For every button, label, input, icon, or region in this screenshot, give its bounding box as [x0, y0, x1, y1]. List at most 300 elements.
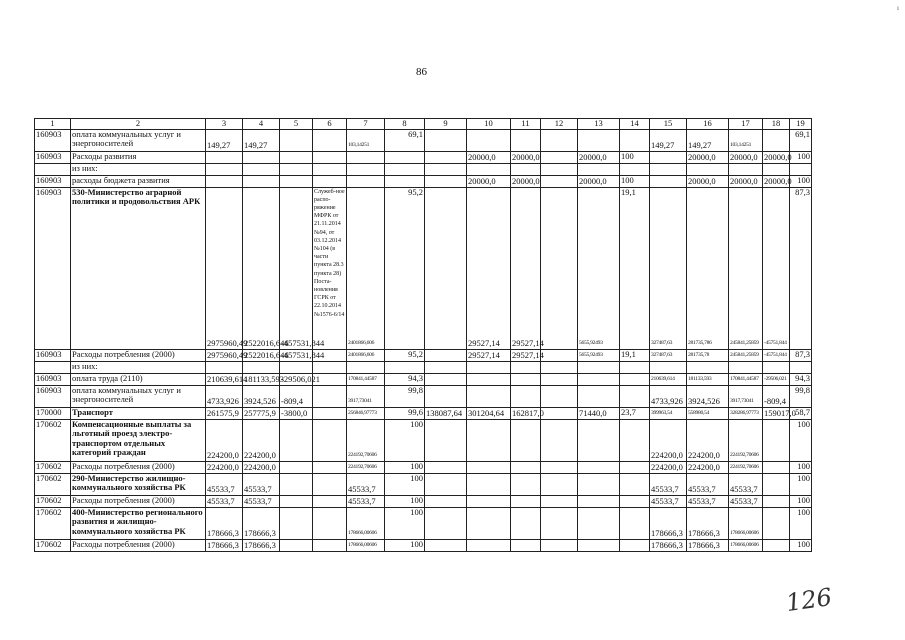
value-cell: 224200,0 [206, 461, 243, 473]
value-cell [425, 419, 467, 461]
row-name: 400-Министерство регионального развития и жилищно-коммунального хозяйства РК [71, 507, 206, 539]
value-cell: 19,1 [620, 349, 650, 361]
value-cell [313, 473, 347, 495]
value-cell [578, 473, 620, 495]
value-cell: 257775,9 [243, 407, 280, 419]
value-cell [347, 151, 385, 163]
value-cell: 149,27 [206, 129, 243, 151]
value-cell: 58,7 [790, 407, 812, 419]
table-row [35, 163, 812, 175]
value-cell: 69,1 [790, 129, 812, 151]
value-cell [425, 373, 467, 385]
value-cell: 103,14251 [729, 129, 763, 151]
value-cell: 20000,0 [687, 175, 729, 187]
value-cell [280, 539, 313, 551]
value-cell [620, 495, 650, 507]
value-cell: 224192,70606 [729, 419, 763, 461]
row-name: Расходы потребления (2000) [71, 349, 206, 361]
value-cell: 245841,25859 [729, 187, 763, 349]
value-cell: 328286,97773 [729, 407, 763, 419]
header-cell: 6 [313, 119, 347, 130]
value-cell: 20000,0 [467, 151, 511, 163]
value-cell [385, 163, 425, 175]
value-cell: 100 [790, 151, 812, 163]
value-cell [313, 175, 347, 187]
value-cell [511, 507, 541, 539]
value-cell: -809,4 [763, 385, 790, 407]
value-cell [541, 361, 578, 373]
value-cell [467, 461, 511, 473]
value-cell: 4733,926 [650, 385, 687, 407]
value-cell [620, 163, 650, 175]
value-cell [313, 163, 347, 175]
value-cell [511, 539, 541, 551]
value-cell: -45751,844 [763, 187, 790, 349]
value-cell [280, 495, 313, 507]
value-cell [650, 361, 687, 373]
row-name: оплата коммунальных услуг и энергоносителей [71, 129, 206, 151]
value-cell [206, 151, 243, 163]
row-name: из них: [71, 361, 206, 373]
value-cell: -457531,844 [281, 350, 325, 360]
value-cell [763, 361, 790, 373]
value-cell [313, 419, 347, 461]
header-cell: 7 [347, 119, 385, 130]
table-row [35, 473, 812, 495]
value-cell: 138087,64 [425, 407, 467, 419]
value-cell [206, 175, 243, 187]
value-cell [425, 129, 467, 151]
value-cell: 170841,44587 [347, 373, 385, 385]
header-cell: 4 [243, 119, 280, 130]
header-cell: 9 [425, 119, 467, 130]
row-code [35, 361, 71, 373]
value-cell: 94,3 [790, 373, 812, 385]
value-cell: 5655,92493 [578, 187, 620, 349]
value-cell: 224192,70606 [347, 419, 385, 461]
value-cell: 224192,70606 [347, 461, 385, 473]
row-name: Транспорт [71, 407, 206, 419]
value-cell: 20000,0 [729, 151, 763, 163]
value-cell: 100 [790, 473, 812, 495]
row-code: 170602 [35, 461, 71, 473]
value-cell: 20000,0 [467, 175, 511, 187]
value-cell [511, 129, 541, 151]
value-cell [467, 507, 511, 539]
value-cell [385, 361, 425, 373]
value-cell: 99,8 [790, 385, 812, 407]
value-cell [425, 187, 467, 349]
table-row [35, 507, 812, 539]
value-cell: 210639,614 [207, 374, 248, 384]
value-cell [541, 419, 578, 461]
header-cell: 19 [790, 119, 812, 130]
value-cell [467, 163, 511, 175]
row-name: Расходы потребления (2000) [71, 495, 206, 507]
value-cell: 20000,0 [578, 175, 620, 187]
value-cell [541, 373, 578, 385]
value-cell: -29506,021 [763, 373, 790, 385]
value-cell [467, 373, 511, 385]
header-row [35, 119, 812, 130]
value-cell: 558980,54 [687, 407, 729, 419]
header-cell: 17 [729, 119, 763, 130]
value-cell [541, 539, 578, 551]
row-code: 170000 [35, 407, 71, 419]
table-row [35, 187, 812, 349]
row-name: Расходы потребления (2000) [71, 539, 206, 551]
value-cell [467, 385, 511, 407]
table-row [35, 349, 812, 361]
value-cell: 45533,7 [729, 473, 763, 495]
value-cell [687, 361, 729, 373]
value-cell [578, 361, 620, 373]
header-cell: 12 [541, 119, 578, 130]
header-cell: 18 [763, 119, 790, 130]
value-cell: 210639,614 [650, 373, 687, 385]
page-number: 86 [416, 66, 427, 78]
value-cell: 100 [385, 495, 425, 507]
value-cell [511, 419, 541, 461]
value-cell [243, 163, 280, 175]
value-cell [541, 175, 578, 187]
value-cell [620, 507, 650, 539]
header-cell: 15 [650, 119, 687, 130]
value-cell: 224200,0 [687, 419, 729, 461]
value-cell: 178666,3 [687, 507, 729, 539]
value-cell: 45533,7 [650, 495, 687, 507]
value-cell: 45533,7 [729, 495, 763, 507]
row-name: оплата коммунальных услуг и энергоносителей [71, 385, 206, 407]
value-cell [280, 419, 313, 461]
value-cell [425, 495, 467, 507]
value-cell: 45533,7 [206, 495, 243, 507]
value-cell [313, 461, 347, 473]
value-cell [763, 163, 790, 175]
value-cell: 2522016,646 [244, 350, 289, 360]
value-cell: 2522016,646 [243, 187, 280, 349]
value-cell [790, 361, 812, 373]
value-cell: 100 [385, 507, 425, 539]
table-row [35, 385, 812, 407]
value-cell: 327487,63 [650, 349, 687, 361]
value-cell: 327487,63 [650, 187, 687, 349]
value-cell [578, 163, 620, 175]
value-cell: 170841,44587 [729, 373, 763, 385]
value-cell: 2975960,49 [207, 350, 248, 360]
value-cell: 159017,0 [764, 408, 796, 418]
value-cell: 149,27 [687, 129, 729, 151]
value-cell [650, 175, 687, 187]
value-cell [280, 163, 313, 175]
row-code: 160903 [35, 349, 71, 361]
row-code: 170602 [35, 473, 71, 495]
value-cell [578, 129, 620, 151]
value-cell: 20000,0 [764, 152, 792, 162]
value-cell [313, 539, 347, 551]
value-cell: 2975960,49 [206, 187, 243, 349]
header-cell: 1 [35, 119, 71, 130]
value-cell: 162817,0 [512, 408, 544, 418]
row-code: 170602 [35, 539, 71, 551]
value-cell: 100 [385, 419, 425, 461]
value-cell [578, 539, 620, 551]
value-cell: 45533,7 [650, 473, 687, 495]
value-cell [620, 373, 650, 385]
table-row [35, 461, 812, 473]
value-cell: 178666,3 [650, 507, 687, 539]
value-cell: 224192,70606 [729, 461, 763, 473]
value-cell [243, 361, 280, 373]
value-cell [511, 163, 541, 175]
value-cell [313, 151, 347, 163]
value-cell: -45751,844 [763, 349, 790, 361]
header-cell: 2 [71, 119, 206, 130]
table-row [35, 151, 812, 163]
value-cell [347, 361, 385, 373]
row-name: Компенсационные выплаты за льготный проезд электро-транспортом отдельных категорий граждан [71, 419, 206, 461]
value-cell: 178666,00606 [347, 539, 385, 551]
header-cell: 11 [511, 119, 541, 130]
value-cell: 29527,14 [512, 350, 544, 360]
value-cell [243, 151, 280, 163]
value-cell [620, 419, 650, 461]
value-cell [620, 385, 650, 407]
value-cell: 224200,0 [243, 419, 280, 461]
value-cell [385, 151, 425, 163]
header-cell: 8 [385, 119, 425, 130]
value-cell [425, 163, 467, 175]
table-row [35, 539, 812, 551]
table-row [35, 373, 812, 385]
value-cell [763, 461, 790, 473]
value-cell [541, 507, 578, 539]
value-cell [578, 461, 620, 473]
value-cell: 149,27 [243, 129, 280, 151]
value-cell [541, 385, 578, 407]
corner-mark: ı [897, 4, 899, 12]
value-cell: 20000,0 [729, 175, 763, 187]
value-cell [313, 407, 347, 419]
value-cell: 95,2 [385, 187, 425, 349]
value-cell: 224200,0 [687, 461, 729, 473]
value-cell: -3800,0 [280, 407, 313, 419]
value-cell [280, 361, 313, 373]
value-cell [541, 151, 578, 163]
value-cell [763, 495, 790, 507]
value-cell [206, 361, 243, 373]
handwritten-sheet-number: 126 [784, 582, 834, 618]
value-cell [511, 495, 541, 507]
row-name: Расходы развития [71, 151, 206, 163]
value-cell [650, 163, 687, 175]
value-cell: 100 [790, 507, 812, 539]
value-cell: 99,8 [385, 385, 425, 407]
value-cell: 23,7 [620, 407, 650, 419]
value-cell [620, 473, 650, 495]
value-cell: 29527,14 [511, 187, 541, 349]
value-cell [425, 473, 467, 495]
value-cell [729, 163, 763, 175]
value-cell: 87,3 [790, 349, 812, 361]
value-cell [425, 461, 467, 473]
value-cell [650, 151, 687, 163]
row-code [35, 163, 71, 175]
value-cell [511, 373, 541, 385]
row-code: 170602 [35, 495, 71, 507]
budget-table [34, 118, 812, 552]
value-cell: 100 [620, 151, 650, 163]
value-cell [763, 419, 790, 461]
value-cell: 29527,14 [467, 349, 511, 361]
value-cell: 100 [790, 461, 812, 473]
value-cell: 100 [385, 473, 425, 495]
value-cell: 87,3 [790, 187, 812, 349]
value-cell [620, 539, 650, 551]
value-cell: 20000,0 [512, 152, 540, 162]
value-cell: 224200,0 [650, 461, 687, 473]
value-cell [280, 175, 313, 187]
value-cell: 100 [790, 175, 812, 187]
value-cell: 178666,3 [206, 539, 243, 551]
row-code: 160903 [35, 385, 71, 407]
value-cell [763, 473, 790, 495]
value-cell [467, 361, 511, 373]
value-cell: 100 [385, 461, 425, 473]
value-cell [620, 129, 650, 151]
value-cell [763, 129, 790, 151]
value-cell [313, 129, 347, 151]
value-cell: 45533,7 [243, 473, 280, 495]
value-cell [347, 175, 385, 187]
value-cell: 20000,0 [512, 176, 540, 186]
table-row [35, 495, 812, 507]
value-cell [243, 175, 280, 187]
header-cell: 10 [467, 119, 511, 130]
value-cell: 100 [790, 419, 812, 461]
value-cell [280, 151, 313, 163]
value-cell: 224200,0 [243, 461, 280, 473]
value-cell [578, 495, 620, 507]
value-cell: 99,6 [385, 407, 425, 419]
value-cell [425, 151, 467, 163]
value-cell: 399963,54 [650, 407, 687, 419]
value-cell [541, 407, 578, 419]
value-cell: 178666,3 [687, 539, 729, 551]
value-cell: 95,2 [385, 349, 425, 361]
value-cell [541, 473, 578, 495]
value-cell [511, 461, 541, 473]
value-cell [425, 349, 467, 361]
value-cell: 178666,00606 [347, 507, 385, 539]
row-code: 170602 [35, 419, 71, 461]
table-row [35, 361, 812, 373]
value-cell: 5655,92493 [578, 349, 620, 361]
value-cell: 100 [790, 495, 812, 507]
row-code: 160903 [35, 175, 71, 187]
value-cell: 71440,0 [578, 407, 620, 419]
value-cell [425, 175, 467, 187]
value-cell: 29527,14 [467, 187, 511, 349]
value-cell [467, 495, 511, 507]
value-cell [541, 187, 578, 349]
value-cell [467, 419, 511, 461]
value-cell [790, 163, 812, 175]
value-cell [313, 495, 347, 507]
header-cell: 14 [620, 119, 650, 130]
value-cell [578, 507, 620, 539]
value-cell [541, 163, 578, 175]
row-name: оплата труда (2110) [71, 373, 206, 385]
value-cell [687, 163, 729, 175]
value-cell [206, 163, 243, 175]
value-cell: 178666,3 [206, 507, 243, 539]
value-cell: 261575,9 [206, 407, 243, 419]
value-cell: 94,3 [385, 373, 425, 385]
value-cell: 45533,7 [206, 473, 243, 495]
value-cell: 45533,7 [243, 495, 280, 507]
value-cell [467, 473, 511, 495]
value-cell: 19,1 [620, 187, 650, 349]
value-cell: 256846,97773 [347, 407, 385, 419]
row-note: Служеб-ное распо-ряжение МФРК от 21.11.2014 №94, от 03.12.2014 №104 (в части пункта 28.3 пункта 28) Поста-новления ГСРК от 22.10.2014 №1576-6/14 [313, 187, 347, 349]
value-cell [763, 507, 790, 539]
value-cell [425, 507, 467, 539]
value-cell: 181133,593 [244, 374, 285, 384]
value-cell [578, 385, 620, 407]
value-cell: 20000,0 [764, 176, 792, 186]
table-row [35, 407, 812, 419]
value-cell: 3917,73041 [729, 385, 763, 407]
value-cell [578, 419, 620, 461]
value-cell [313, 507, 347, 539]
value-cell [620, 461, 650, 473]
value-cell: 181133,593 [687, 373, 729, 385]
value-cell [763, 539, 790, 551]
value-cell: 45533,7 [687, 495, 729, 507]
value-cell: 3924,526 [687, 385, 729, 407]
value-cell: 224200,0 [650, 419, 687, 461]
value-cell: 3917,73041 [347, 385, 385, 407]
value-cell: 178666,00606 [729, 539, 763, 551]
value-cell [425, 539, 467, 551]
value-cell [280, 129, 313, 151]
value-cell: 100 [385, 539, 425, 551]
value-cell [347, 163, 385, 175]
row-code: 160903 [35, 373, 71, 385]
value-cell: 20000,0 [578, 151, 620, 163]
value-cell [541, 461, 578, 473]
value-cell: 45533,7 [687, 473, 729, 495]
row-name: 530-Министерство аграрной политики и продовольствия АРК [71, 187, 206, 349]
value-cell: 281735,786 [687, 187, 729, 349]
header-cell: 16 [687, 119, 729, 130]
value-cell [729, 361, 763, 373]
row-code: 160903 [35, 187, 71, 349]
value-cell: 45533,7 [347, 495, 385, 507]
value-cell: 178666,3 [650, 539, 687, 551]
value-cell: 224200,0 [206, 419, 243, 461]
value-cell: 2401866,606 [347, 349, 385, 361]
row-code: 160903 [35, 151, 71, 163]
value-cell: -29506,021 [281, 374, 320, 384]
value-cell: 245841,25859 [729, 349, 763, 361]
row-name: из них: [71, 163, 206, 175]
value-cell [620, 361, 650, 373]
header-cell: 13 [578, 119, 620, 130]
value-cell: 2401866,606 [347, 187, 385, 349]
value-cell: 178666,3 [243, 507, 280, 539]
